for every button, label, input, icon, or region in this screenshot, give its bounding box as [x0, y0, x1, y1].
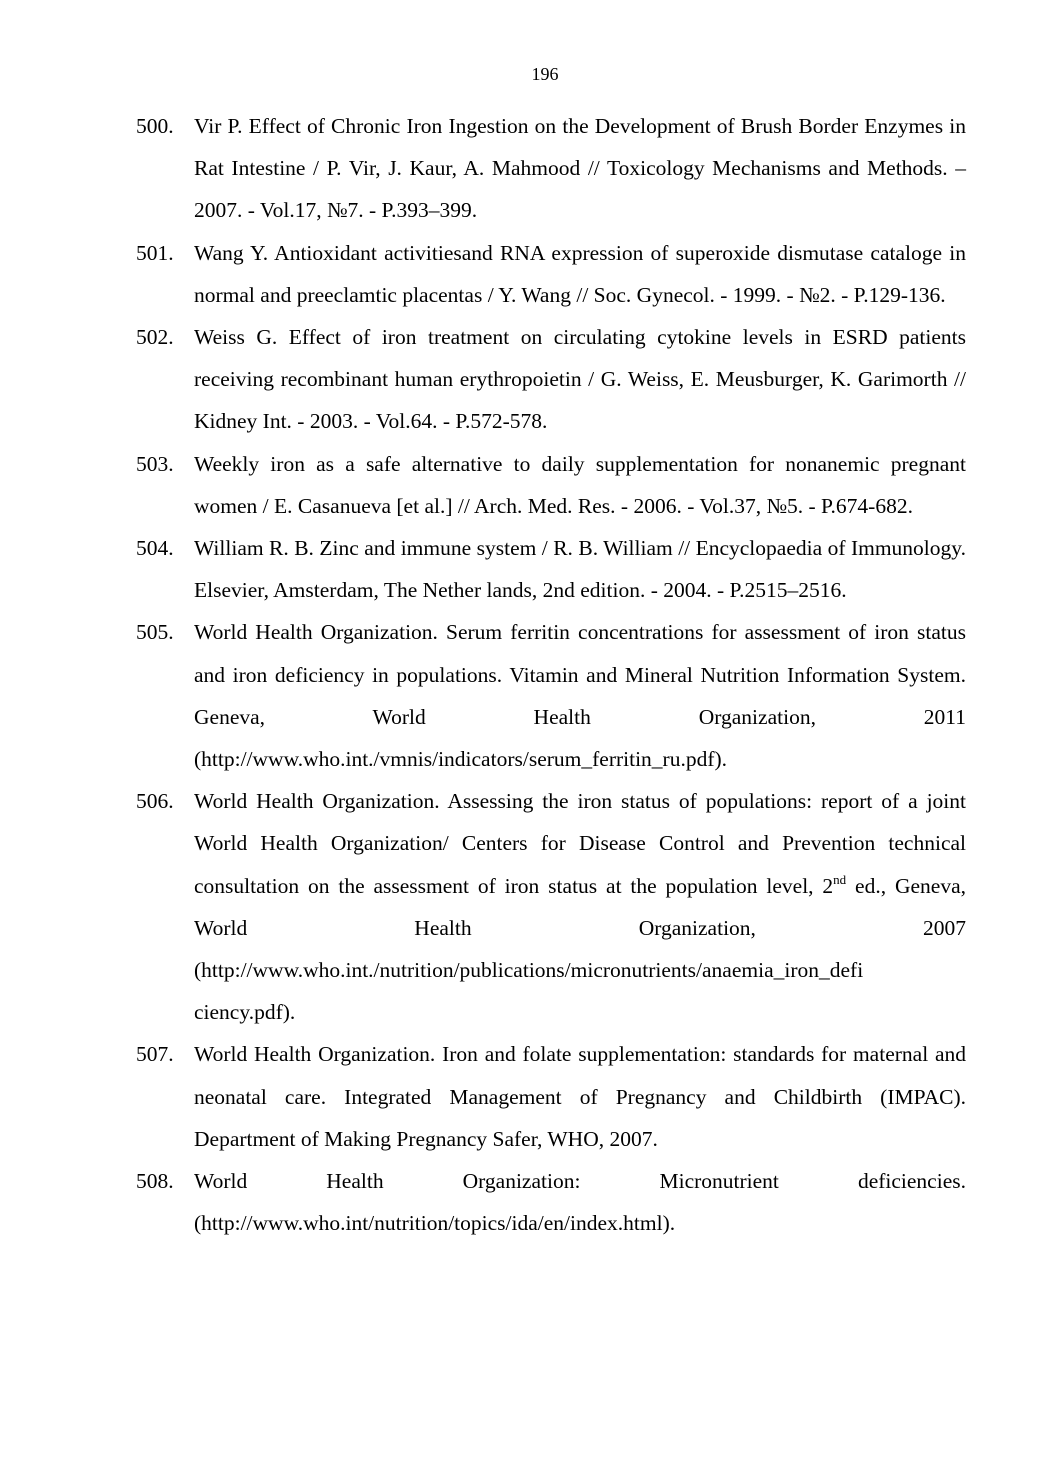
reference-text: William R. B. Zinc and immune system / R. B. William // Encyclopaedia of Immunology. Elsevier, Amsterdam, The Nether lands, 2nd edition. - 2004. - P.2515–2516.: [194, 536, 966, 603]
reference-item: [136, 780, 966, 1033]
reference-item: [136, 527, 966, 611]
reference-text: World Health Organization. Serum ferritin concentrations for assessment of iron status and iron deficiency in populations. Vitamin and Mineral Nutrition Information System. Geneva, World Health Organization, 2011 (http://www.who.int./vmnis/indicators/serum_ferritin_ru.pdf).: [194, 620, 966, 772]
reference-number: 508.: [136, 1169, 174, 1194]
page-number: 196: [531, 64, 559, 84]
reference-item: [136, 316, 966, 443]
reference-number: 503.: [136, 451, 174, 476]
reference-number: 500.: [136, 114, 174, 138]
reference-text: Wang Y. Antioxidant activitiesand RNA expression of superoxide dismutase cataloge in normal and preeclamtic placentas / Y. Wang // Soc. Gynecol. - 1999. - №2. - P.129-136.: [194, 240, 966, 307]
reference-text: Weiss G. Effect of iron treatment on circulating cytokine levels in ESRD patients receiving recombinant human erythropoietin / G. Weiss, E. Meusburger, K. Garimorth // Kidney Int. - 2003. - Vol.64. - P.572-578.: [194, 325, 966, 434]
reference-text-part: World Health Organization. Assessing the iron status of populations: report of a joint World Health Organization/ Centers for Disease Control and Prevention technical consultation on the assessment of iron status at the population level, 2: [194, 789, 966, 898]
reference-text: [194, 1160, 966, 1244]
reference-item: [136, 1033, 966, 1160]
reference-item: [136, 443, 966, 527]
reference-item: [136, 611, 966, 780]
superscript-ordinal: nd: [833, 871, 847, 887]
reference-text: Vir P. Effect of Chronic Iron Ingestion on the Development of Brush Border Enzymes in Rat Intestine / P. Vir, J. Kaur, A. Mahmood // Toxicology Mechanisms and Methods. – 2007. - Vol.17, №7. - P.393–399.: [194, 114, 966, 223]
reference-item: [136, 232, 966, 316]
reference-text-line: (http://www.who.int/nutrition/topics/ida/en/index.html).: [194, 1211, 676, 1236]
reference-text-line: World Health Organization: Micronutrient deficiencies.: [194, 1169, 966, 1194]
reference-number: 504.: [136, 536, 174, 561]
reference-list: [136, 105, 966, 1244]
reference-item: [136, 105, 966, 232]
reference-number: 502.: [136, 325, 174, 350]
reference-text-part: ed., Geneva, World Health Organization, 2007 (http://www.who.int./nutrition/publications/micronutrients/anaemia_iron_defi ciency.pdf).: [194, 873, 966, 1025]
reference-text: World Health Organization. Iron and folate supplementation: standards for maternal and neonatal care. Integrated Management of Pregnancy and Childbirth (IMPAC). Department of Making Pregnancy Safer, WHO, 2007.: [194, 1042, 966, 1151]
reference-number: 506.: [136, 789, 174, 814]
reference-number: 505.: [136, 620, 174, 645]
reference-text: [194, 780, 966, 1033]
reference-number: 501.: [136, 240, 174, 265]
reference-number: 507.: [136, 1042, 174, 1067]
reference-item: [136, 1160, 966, 1244]
reference-text: Weekly iron as a safe alternative to daily supplementation for nonanemic pregnant women / E. Casanueva [et al.] // Arch. Med. Res. - 2006. - Vol.37, №5. - P.674-682.: [194, 451, 966, 518]
